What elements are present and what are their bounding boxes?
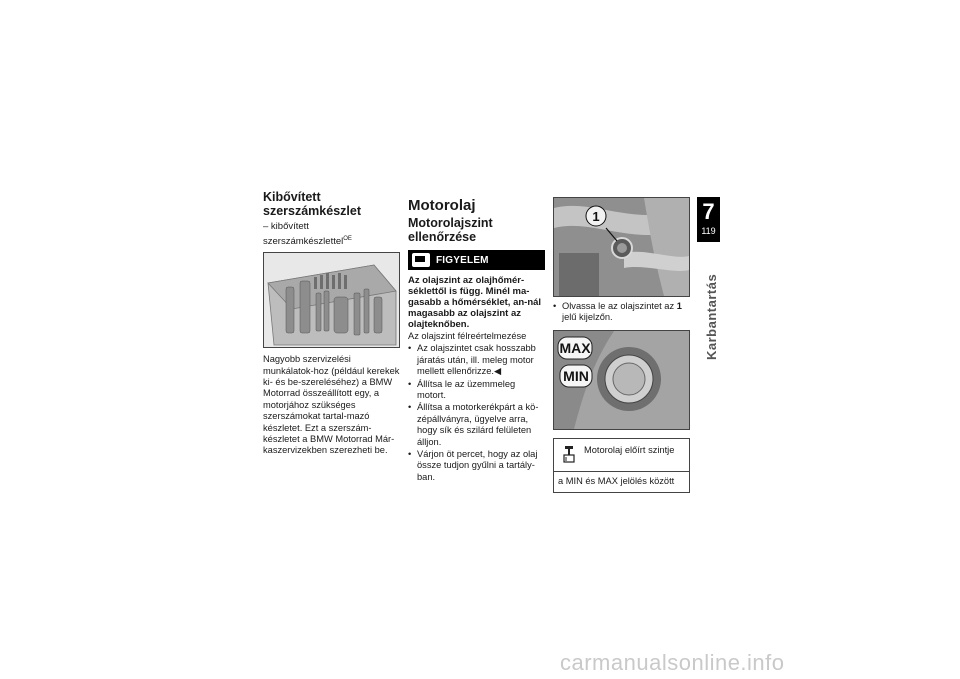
warning-banner xyxy=(408,250,545,270)
toolkit-subtitle-text: – kibővített szerszámkészlettel xyxy=(263,221,344,248)
toolkit-description: Nagyobb szervizelési munkálatok-hoz (például kerekek ki- és be-szereléséhez) a BMW Motorrad összeállított egy, a motorjához szükséges szerszámokat tartal-mazó készletet. Ezt a szerszám-készletet a BMW Motorrad Már-kaszervizekben szerezheti be. xyxy=(263,354,400,456)
min-label: MIN xyxy=(563,367,589,384)
read-step-text-after: jelű kijelzőn. xyxy=(562,312,613,323)
list-item: • Állítsa a motorkerékpárt a kö-zépállványra, ügyelve arra, hogy sík és szilárd felületen álljon. xyxy=(408,402,545,448)
read-step-text: Olvassa le az olajszintet az xyxy=(562,301,675,311)
warning-label: FIGYELEM xyxy=(436,254,489,266)
sight-glass-illustration xyxy=(554,331,689,429)
list-item: • Várjon öt percet, hogy az olaj össze tudjon gyűlni a tartály-ban. xyxy=(408,449,545,483)
engine-photo xyxy=(553,197,690,297)
max-label: MAX xyxy=(559,339,591,356)
toolkit-subtitle xyxy=(263,221,400,248)
read-step-list xyxy=(553,301,690,324)
oil-can-icon xyxy=(562,445,576,463)
read-step-bold: 1 xyxy=(676,301,682,311)
oil-sight-glass-photo xyxy=(553,330,690,430)
spec-label: Motorolaj előírt szintje xyxy=(584,444,675,455)
spec-header xyxy=(554,439,689,472)
oe-superscript: OE xyxy=(343,236,352,242)
page-number: 119 xyxy=(701,226,716,236)
step-list xyxy=(408,379,545,484)
right-column xyxy=(553,197,690,493)
section-title: Karbantartás xyxy=(704,273,719,360)
middle-column xyxy=(408,197,545,483)
oil-level-spec-box xyxy=(553,438,690,493)
toolkit-illustration xyxy=(264,253,399,347)
callout-number-1: 1 xyxy=(592,209,600,224)
section-side-label xyxy=(700,270,722,360)
warning-bold-text: Az olajszint az olajhőmér-séklettől is függ. Minél ma-gasabb a hőmérséklet, an-nál magasabb az olajszint az olajteknőben. xyxy=(408,275,542,330)
subheading-oil-check: Motorolajszint ellenőrzése xyxy=(408,216,493,244)
warning-cause: Az olajszint félreértelmezése xyxy=(408,331,527,341)
left-column xyxy=(263,190,400,457)
section-title-toolkit: Kibővített szerszámkészlet xyxy=(263,190,361,218)
warning-bullet-list xyxy=(408,343,545,377)
engine-photo-illustration xyxy=(554,198,689,296)
list-item xyxy=(553,301,690,324)
toolkit-image xyxy=(263,252,400,348)
watermark: carmanualsonline.info xyxy=(560,650,785,675)
list-item: • Állítsa le az üzemmeleg motort. xyxy=(408,379,545,402)
hand-warning-icon xyxy=(412,253,430,267)
list-item: • Az olajszintet csak hosszabb járatás után, ill. meleg motor mellett ellenőrizze.◀ xyxy=(408,343,545,377)
section-heading-engine-oil: Motorolaj xyxy=(408,197,476,214)
spec-value: a MIN és MAX jelölés között xyxy=(558,475,675,486)
chapter-number: 7 xyxy=(702,199,715,224)
